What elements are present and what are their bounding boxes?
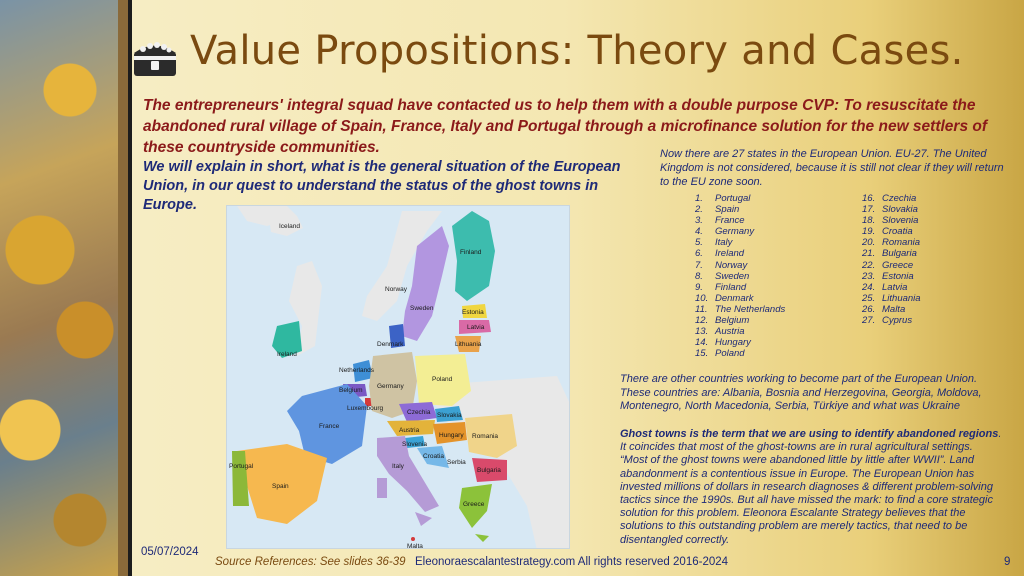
country-list-column-2 — [862, 193, 921, 326]
list-item: 17. Slovakia — [862, 204, 918, 216]
map-label-croatia: Croatia — [423, 453, 444, 460]
map-label-spain: Spain — [272, 483, 289, 490]
list-item: 10. Denmark — [695, 292, 754, 304]
list-item: 21. Bulgaria — [862, 248, 917, 260]
map-label-malta: Malta — [407, 543, 423, 549]
divider-line — [128, 0, 132, 576]
map-label-bulgaria: Bulgaria — [477, 467, 501, 474]
europe-map-svg — [227, 206, 570, 549]
map-label-iceland: Iceland — [279, 223, 300, 230]
map-label-netherlands: Netherlands — [339, 367, 375, 374]
list-item: 8. Sweden — [695, 270, 750, 282]
intro-paragraph: The entrepreneurs' integral squad have contacted us to help them with a double purpose CVP: To resuscitate the abandoned rural village of Spain, France, Italy and Portugal through a microfinance solution for the new settlers of these countryside communities. — [143, 97, 988, 156]
list-item: 24. Latvia — [862, 281, 908, 293]
sardinia-shape — [377, 478, 387, 498]
map-label-romania: Romania — [472, 433, 499, 440]
list-item: 5. Italy — [695, 237, 733, 249]
map-label-norway: Norway — [385, 286, 408, 293]
source-references: Source References: See slides 36-39 — [215, 556, 406, 568]
map-label-poland: Poland — [432, 376, 453, 383]
map-label-ireland: Ireland — [277, 351, 297, 358]
list-item: 19. Croatia — [862, 226, 913, 238]
footer-copyright: Eleonoraescalantestrategy.com All rights reserved 2016-2024 — [415, 556, 729, 568]
map-label-slovenia: Slovenia — [402, 441, 427, 448]
map-label-finland: Finland — [460, 249, 482, 256]
list-item: 14. Hungary — [695, 337, 751, 349]
map-label-slovakia: Slovakia — [437, 412, 462, 419]
list-item: 27. Cyprus — [862, 315, 913, 327]
map-label-latvia: Latvia — [467, 324, 485, 331]
list-item: 2. Spain — [695, 204, 740, 216]
list-item: 23. Estonia — [862, 270, 914, 282]
map-label-denmark: Denmark — [377, 341, 404, 348]
candidate-countries-paragraph: There are other countries working to become part of the European Union. These countries are: Albania, Bosnia and Herzegovina, Georgia, Moldova, Montenegro, North Macedonia, Serbia, Türkiye and what was Ukraine — [620, 373, 982, 413]
list-item: 15. Poland — [695, 348, 745, 360]
country-list-column-1 — [695, 193, 785, 359]
map-label-france: France — [319, 423, 340, 430]
ghost-towns-details: . It coincides that most of the ghost-towns are in rural agricultural settings. “Most of the ghost towns were abandoned little by little after WWII”. Land abandonment is a contentious issue in Europe. The European Union has invested millions of dollars in research diagnoses & different problem-solving tactics since the 1990s. But all have missed the mark: to find a core strategic solution for this problem. Eleonora Escalante Strategy believes that the solutions to this outstanding problem are merely tactics, that need to be disentangled correctly. — [620, 428, 1002, 546]
ghost-towns-definition: Ghost towns is the term that we are using to identify abandoned regions — [620, 428, 999, 440]
list-item: 3. France — [695, 215, 745, 227]
map-label-estonia: Estonia — [462, 309, 484, 316]
list-item: 11. The Netherlands — [695, 303, 786, 315]
list-item: 25. Lithuania — [862, 292, 921, 304]
eu-explanation-paragraph: We will explain in short, what is the general situation of the European Union, in our quest to understand the status of the ghost towns in Europe. — [143, 159, 621, 213]
list-item: 9. Finland — [695, 281, 747, 293]
map-label-austria: Austria — [399, 427, 420, 434]
list-item: 6. Ireland — [695, 248, 745, 260]
map-label-hungary: Hungary — [439, 432, 464, 439]
map-label-czechia: Czechia — [407, 409, 431, 416]
map-label-belgium: Belgium — [339, 387, 363, 394]
treasure-chest-icon — [131, 36, 179, 78]
list-item: 4. Germany — [695, 226, 755, 238]
malta-shape — [411, 537, 415, 541]
map-label-serbia: Serbia — [447, 459, 466, 466]
list-item: 13. Austria — [695, 326, 745, 338]
map-label-sweden: Sweden — [410, 305, 434, 312]
divider-stripe — [118, 0, 128, 576]
map-label-germany: Germany — [377, 383, 404, 390]
decorative-flower-image — [0, 0, 118, 576]
page-number: 9 — [1004, 556, 1011, 568]
list-item: 18. Slovenia — [862, 215, 919, 227]
list-item: 22. Greece — [862, 259, 914, 271]
list-item: 20. Romania — [862, 237, 921, 249]
map-label-portugal: Portugal — [229, 463, 254, 470]
list-item: 1. Portugal — [695, 193, 751, 204]
map-label-luxembourg: Luxembourg — [347, 405, 384, 412]
map-label-lithuania: Lithuania — [455, 341, 482, 348]
list-item: 7. Norway — [695, 259, 748, 271]
map-label-italy: Italy — [392, 463, 404, 470]
slide-title: Value Propositions: Theory and Cases. — [190, 28, 964, 74]
list-item: 12. Belgium — [695, 315, 750, 327]
list-item: 16. Czechia — [862, 193, 917, 204]
list-item: 26. Malta — [862, 303, 906, 315]
europe-map — [226, 205, 570, 549]
ghost-towns-paragraph — [620, 428, 1002, 547]
eu27-note: Now there are 27 states in the European Union. EU-27. The United Kingdom is not considered, because it is still not clear if they will return to the EU zone soon. — [660, 148, 1004, 188]
map-label-greece: Greece — [463, 501, 485, 508]
slide-date: 05/07/2024 — [141, 546, 199, 558]
